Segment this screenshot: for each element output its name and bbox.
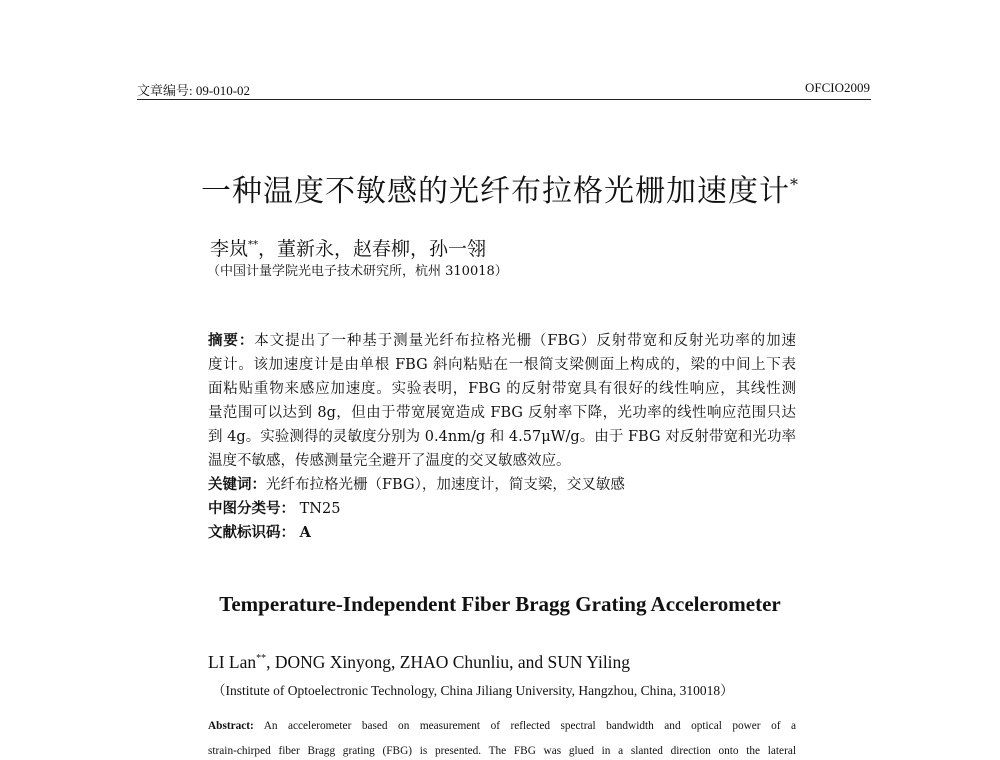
header-rule [137,99,871,100]
english-affiliation: （Institute of Optoelectronic Technology, China Jiliang University, Hangzhou, China, 310018） [212,683,734,698]
cn-abstract-line: 温度不敏感，传感测量完全避开了温度的交叉敏感效应。 [208,453,571,469]
cn-abstract-line: 面粘贴重物来感应加速度。实验表明，FBG 的反射带宽具有很好的线性响应，其线性测 [208,381,796,397]
keywords: 关键词：光纤布拉格光栅（FBG），加速度计，简支梁，交叉敏感 [208,476,625,493]
document-code: 文献标识码： A [208,524,311,541]
cn-abstract-line: 摘要：本文提出了一种基于测量光纤布拉格光栅（FBG）反射带宽和反射光功率的加速 [208,332,796,349]
article-number: 文章编号: 09-010-02 [137,83,251,98]
cn-abstract-line: 到 4g。实验测得的灵敏度分别为 0.4nm/g 和 4.57μW/g。由于 FBG 对反射带宽和光功率 [208,429,796,445]
cn-abstract-line: 量范围可以达到 8g，但由于带宽展宽造成 FBG 反射率下降，光功率的线性响应范围只达 [208,405,796,421]
classification-number: 中图分类号： TN25 [208,500,341,517]
cn-affiliation: （中国计量学院光电子技术研究所，杭州 310018） [207,264,508,279]
conference-label: OFCIO2009 [804,80,870,95]
cn-abstract-line: 度计。该加速度计是由单根 FBG 斜向粘贴在一根简支梁侧面上构成的，梁的中间上下表 [208,357,796,373]
english-abstract-line: strain-chirped fiber Bragg grating (FBG) is presented. The FBG was glued in a slanted direction onto the lateral [208,745,796,757]
english-title: Temperature-Independent Fiber Bragg Grating Accelerometer [219,592,781,616]
paper-title: 一种温度不敏感的光纤布拉格光栅加速度计* [201,174,799,209]
cn-authors: 李岚**，董新永，赵春柳，孙一翎 [210,238,487,260]
english-abstract-line: Abstract: An accelerometer based on measurement of reflected spectral bandwidth and optical power of a [208,720,796,732]
english-authors: LI Lan**, DONG Xinyong, ZHAO Chunliu, and SUN Yiling [208,652,631,672]
